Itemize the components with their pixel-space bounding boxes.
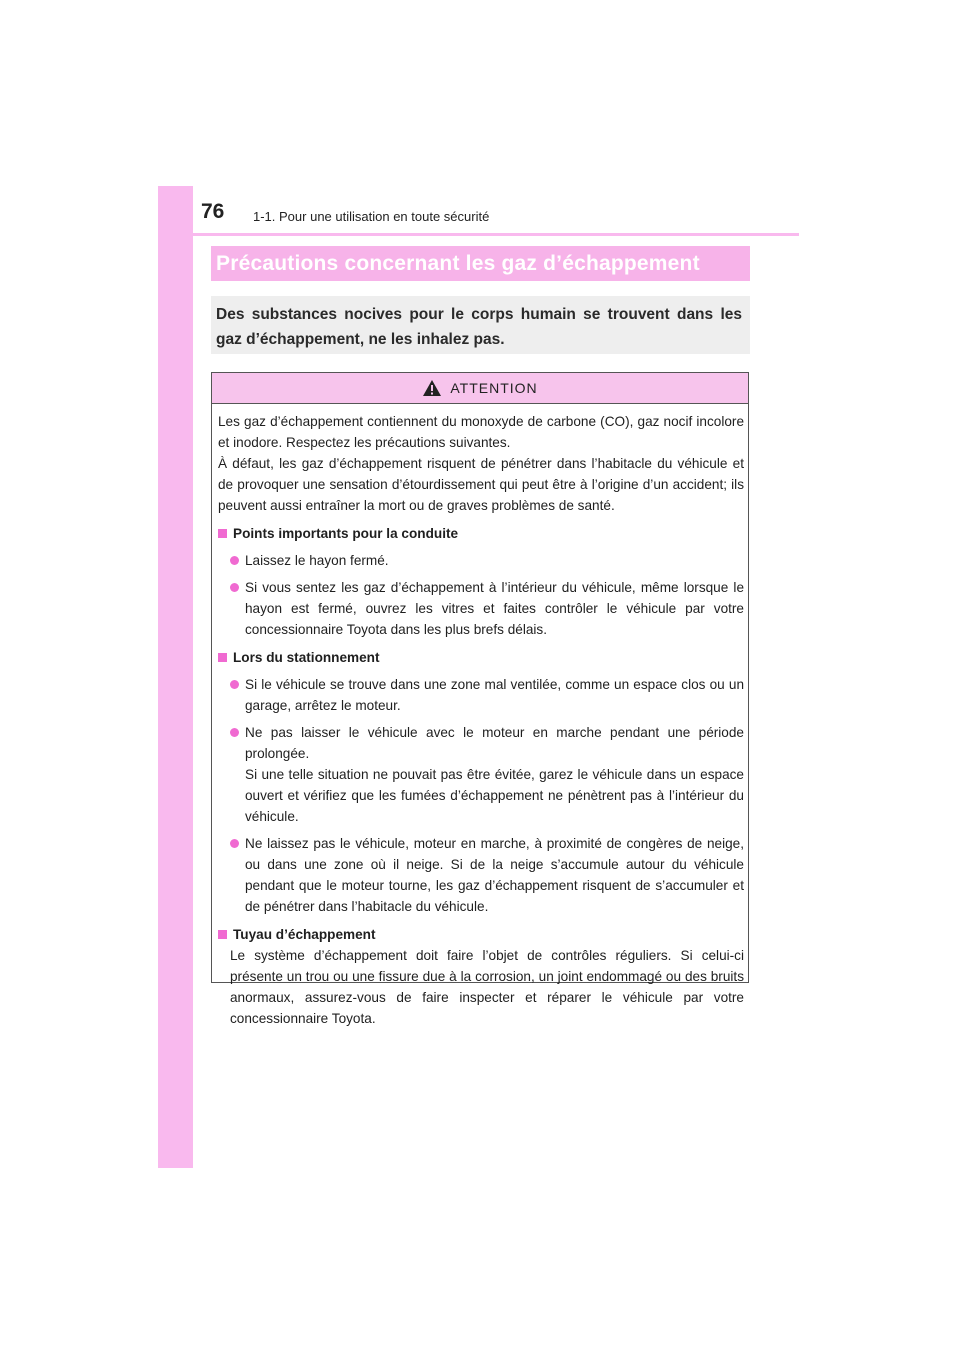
subheading-driving: Points importants pour la conduite [218,523,744,544]
round-bullet-icon [230,556,239,565]
list-item: Ne pas laisser le véhicule avec le moteur en marche pendant une période prolongée. Si une telle situation ne pouvait pas être évitée, garez le véhicule dans un espace ouvert et vérifiez que les fumées d’échappement ne pénètrent pas à l’intérieur du véhicule. [218,722,744,827]
list-item: Si le véhicule se trouve dans une zone mal ventilée, comme un espace clos ou un garage, arrêtez le moteur. [218,674,744,716]
round-bullet-icon [230,680,239,689]
subheading-parking: Lors du stationnement [218,647,744,668]
header-divider [193,233,799,236]
warning-label: ATTENTION [450,380,538,396]
list-item: Si vous sentez les gaz d’échappement à l’intérieur du véhicule, même lorsque le hayon est fermé, ouvrez les vitres et faites contrôler le véhicule par votre concessionnaire Toyota dans les plus brefs délais. [218,577,744,640]
exhaust-pipe-text: Le système d’échappement doit faire l’objet de contrôles réguliers. Si celui-ci présente un trou ou une fissure due à la corrosion, un joint endommagé ou des bruits anormaux, assurez-vous de faire inspecter et réparer le véhicule par votre concessionnaire Toyota. [230,948,744,1026]
round-bullet-icon [230,839,239,848]
round-bullet-icon [230,583,239,592]
warning-paragraph: Les gaz d’échappement contiennent du monoxyde de carbone (CO), gaz nocif incolore et inodore. Respectez les précautions suivantes. [218,414,744,450]
warning-body [218,411,744,1029]
warning-triangle-icon [422,379,442,397]
section-label: 1-1. Pour une utilisation en toute sécurité [253,209,490,224]
list-item: Ne laissez pas le véhicule, moteur en marche, à proximité de congères de neige, ou dans une zone où il neige. Si de la neige s’accumule autour du véhicule pendant que le moteur tourne, les gaz d’échappement risquent de s’accumuler et de pénétrer dans l’habitacle du véhicule. [218,833,744,917]
square-bullet-icon [218,930,227,939]
warning-header [212,373,748,404]
warning-paragraph: À défaut, les gaz d’échappement risquent de pénétrer dans l’habitacle du véhicule et de provoquer une sensation d’étourdissement qui peut être à l’origine d’un accident; ils peuvent aussi entraîner la mort ou de graves problèmes de santé. [218,456,744,513]
intro-text: Des substances nocives pour le corps humain se trouvent dans les gaz d’échappement, ne les inhalez pas. [216,306,742,348]
side-tab-bar [158,186,193,1168]
subheading-exhaust-pipe: Tuyau d’échappement [218,924,744,945]
square-bullet-icon [218,653,227,662]
page-title: Précautions concernant les gaz d’échappement [216,252,700,275]
list-item: Laissez le hayon fermé. [218,550,744,571]
warning-box [211,372,749,1026]
round-bullet-icon [230,728,239,737]
page-number: 76 [201,200,225,223]
square-bullet-icon [218,529,227,538]
